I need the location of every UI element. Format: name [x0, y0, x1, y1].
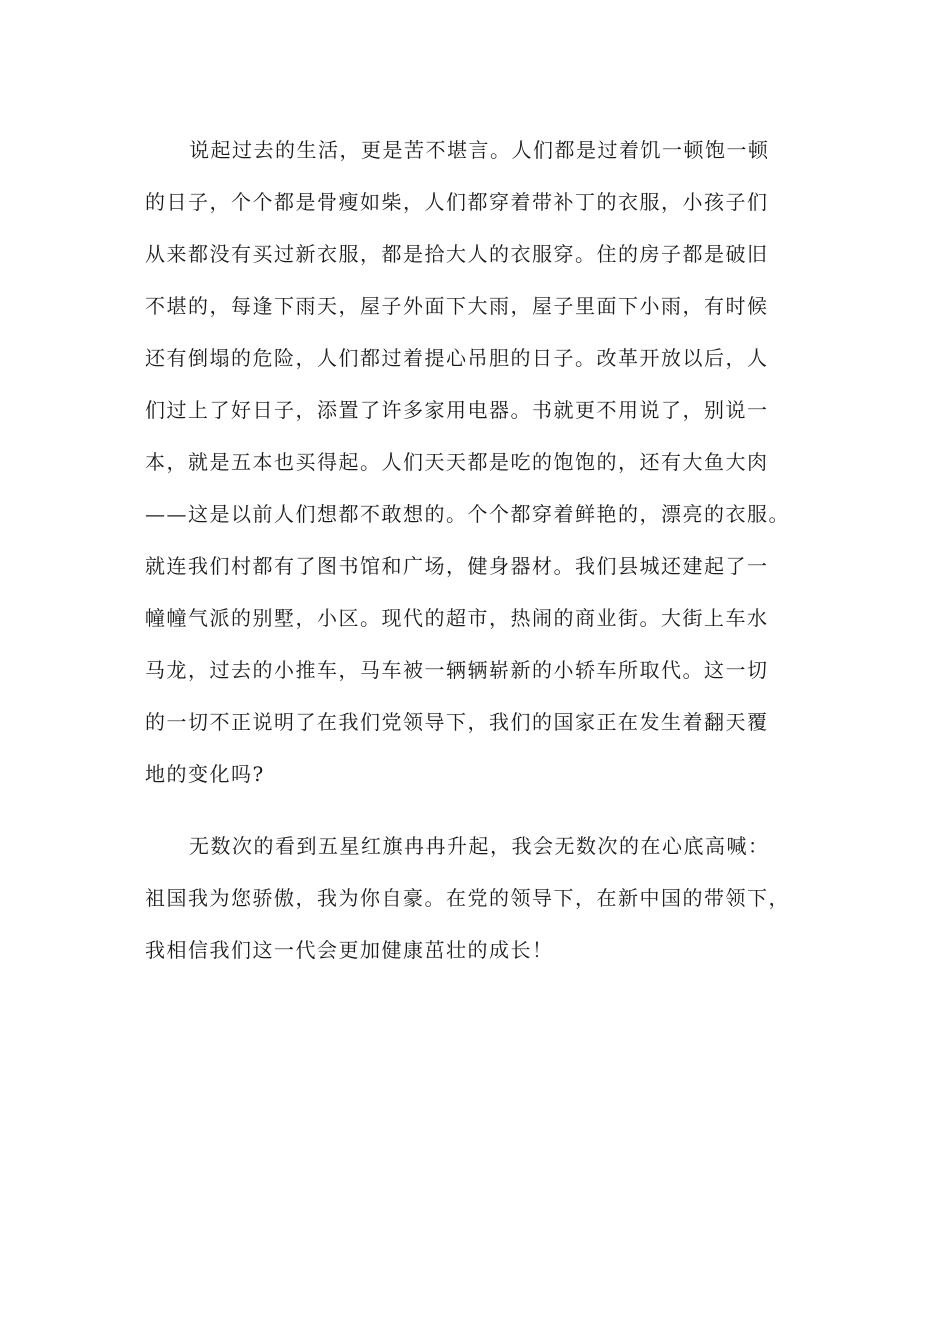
paragraph-2: [145, 826, 815, 982]
paragraph-line: 祖国我为您骄傲，我为你自豪。在党的领导下，在新中国的带领下，: [145, 886, 790, 910]
paragraph-line: 不堪的，每逢下雨天，屋子外面下大雨，屋子里面下小雨，有时候: [145, 294, 769, 318]
paragraph-line: 的日子，个个都是骨瘦如柴，人们都穿着带补丁的衣服，小孩子们: [145, 190, 769, 214]
paragraph-line: 的一切不正说明了在我们党领导下，我们的国家正在发生着翻天覆: [145, 710, 769, 734]
paragraph-1: [145, 130, 815, 806]
paragraph-line: 说起过去的生活，更是苦不堪言。人们都是过着饥一顿饱一顿: [189, 138, 770, 162]
paragraph-line: 们过上了好日子，添置了许多家用电器。书就更不用说了，别说一: [145, 398, 769, 422]
paragraph-line: 从来都没有买过新衣服，都是拾大人的衣服穿。住的房子都是破旧: [145, 242, 769, 266]
paragraph-spacer: [145, 806, 815, 826]
paragraph-line: 马龙，过去的小推车，马车被一辆辆崭新的小轿车所取代。这一切: [145, 658, 769, 682]
paragraph-line: ——这是以前人们想都不敢想的。个个都穿着鲜艳的，漂亮的衣服。: [145, 502, 790, 526]
paragraph-line: 地的变化吗?: [145, 762, 265, 786]
paragraph-line: 无数次的看到五星红旗冉冉升起，我会无数次的在心底高喊：: [189, 834, 770, 858]
document-body: [145, 130, 815, 982]
paragraph-line: 我相信我们这一代会更加健康茁壮的成长！: [145, 938, 554, 962]
paragraph-line: 就连我们村都有了图书馆和广场，健身器材。我们县城还建起了一: [145, 554, 769, 578]
paragraph-line: 还有倒塌的危险，人们都过着提心吊胆的日子。改革开放以后，人: [145, 346, 769, 370]
paragraph-line: 本，就是五本也买得起。人们天天都是吃的饱饱的，还有大鱼大肉: [145, 450, 769, 474]
paragraph-line: 幢幢气派的别墅，小区。现代的超市，热闹的商业街。大街上车水: [145, 606, 769, 630]
